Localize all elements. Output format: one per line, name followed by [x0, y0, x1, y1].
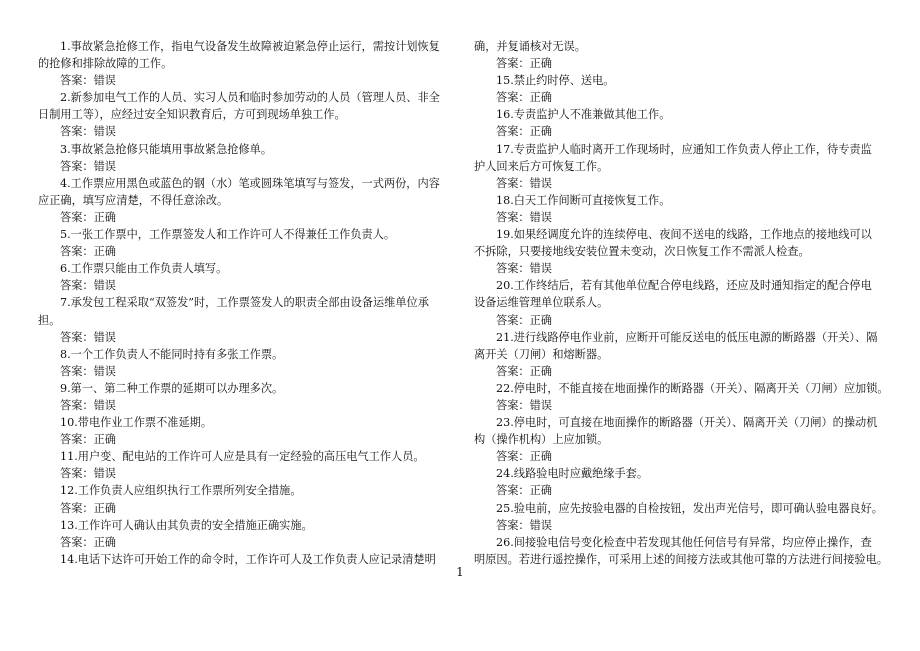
question-line: 10.带电作业工作票不准延期。 [60, 416, 213, 430]
left-column [38, 38, 460, 568]
question-line: 4.工作票应用黑色或蓝色的钢（水）笔或圆珠笔填写与签发，一式两份，内容 [60, 176, 440, 190]
question-continuation-line: 应正确，填写应清楚，不得任意涂改。 [38, 193, 229, 207]
question-line: 6.工作票只能由工作负责人填写。 [60, 262, 228, 276]
question-line: 1.事故紧急抢修工作，指电气设备发生故障被迫紧急停止运行，需按计划恢复 [60, 40, 440, 53]
question-continuation-line: 设备运维管理单位联系人。 [474, 296, 609, 310]
question-line: 23.停电时，可直接在地面操作的断路器（开关）、隔离开关（刀闸）的操动机 [496, 416, 878, 430]
question-line: 20.工作终结后，若有其他单位配合停电线路，还应及时通知指定的配合停电 [496, 279, 872, 293]
answer-line: 答案：错误 [60, 159, 116, 173]
question-continuation-line: 的抢修和排除故障的工作。 [38, 57, 173, 71]
question-continuation-line: 日制用工等），应经过安全知识教育后，方可到现场单独工作。 [38, 108, 346, 122]
question-continuation-line: 确，并复诵核对无误。 [474, 40, 586, 53]
answer-line: 答案：错误 [60, 279, 116, 293]
page-number: 1 [456, 565, 464, 579]
question-line: 17.专责监护人临时离开工作现场时，应通知工作负责人停止工作，待专责监 [496, 142, 872, 156]
question-line: 12.工作负责人应组织执行工作票所列安全措施。 [60, 484, 302, 498]
answer-line: 答案：错误 [496, 210, 552, 224]
answer-line: 答案：正确 [60, 245, 116, 259]
question-line: 18.白天工作间断可直接恢复工作。 [496, 193, 671, 207]
answer-line: 答案：错误 [60, 364, 116, 378]
answer-line: 答案：正确 [60, 535, 116, 549]
right-column [474, 38, 888, 568]
answer-line: 答案：正确 [496, 57, 552, 71]
question-line: 24.线路验电时应戴绝缘手套。 [496, 467, 649, 481]
question-line: 26.间接验电信号变化检查中若发现其他任何信号有异常，均应停止操作，查 [496, 535, 872, 549]
question-line: 8.一个工作负责人不能同时持有多张工作票。 [60, 347, 284, 361]
question-line: 22.停电时，不能直接在地面操作的断路器（开关）、隔离开关（刀闸）应加锁。 [496, 381, 889, 395]
question-line: 19.如果经调度允许的连续停电、夜间不送电的线路，工作地点的接地线可以 [496, 228, 872, 242]
answer-line: 答案：正确 [496, 91, 552, 105]
question-line: 21.进行线路停电作业前，应断开可能反送电的低压电源的断路器（开关）、隔 [496, 330, 878, 344]
answer-line: 答案：错误 [60, 125, 116, 139]
answer-line: 答案：正确 [60, 433, 116, 447]
question-line: 7.承发包工程采取“双签发”时，工作票签发人的职责全部由设备运维单位承 [60, 296, 429, 310]
answer-line: 答案：正确 [60, 501, 116, 515]
question-continuation-line: 离开关（刀闸）和熔断器。 [474, 347, 609, 361]
question-line: 11.用户变、配电站的工作许可人应是具有一定经验的高压电气工作人员。 [60, 450, 425, 464]
answer-line: 答案：错误 [60, 330, 116, 344]
answer-line: 答案：正确 [496, 450, 552, 464]
question-continuation-line: 护人回来后方可恢复工作。 [474, 159, 609, 173]
answer-line: 答案：正确 [60, 210, 116, 224]
answer-line: 答案：正确 [496, 125, 552, 139]
question-line: 5.一张工作票中，工作票签发人和工作许可人不得兼任工作负责人。 [60, 228, 396, 242]
answer-line: 答案：正确 [496, 484, 552, 498]
answer-line: 答案：错误 [60, 467, 116, 481]
question-continuation-line: 明原因。若进行遥控操作，可采用上述的间接方法或其他可靠的方法进行间接验电。 [474, 552, 888, 566]
answer-line: 答案：错误 [496, 518, 552, 532]
question-line: 14.电话下达许可开始工作的命令时，工作许可人及工作负责人应记录清楚明 [60, 552, 436, 566]
question-line: 3.事故紧急抢修只能填用事故紧急抢修单。 [60, 142, 273, 156]
question-continuation-line: 担。 [38, 313, 61, 327]
question-continuation-line: 构（操作机构）上应加锁。 [474, 433, 609, 447]
question-line: 9.第一、第二种工作票的延期可以办理多次。 [60, 381, 284, 395]
answer-line: 答案：错误 [496, 262, 552, 276]
question-line: 13.工作许可人确认由其负责的安全措施正确实施。 [60, 518, 313, 532]
question-line: 25.验电前，应先按验电器的自检按钮，发出声光信号，即可确认验电器良好。 [496, 501, 883, 515]
answer-line: 答案：正确 [496, 313, 552, 327]
answer-line: 答案：错误 [496, 398, 552, 412]
question-line: 15.禁止约时停、送电。 [496, 74, 615, 88]
answer-line: 答案：正确 [496, 364, 552, 378]
question-line: 2.新参加电气工作的人员、实习人员和临时参加劳动的人员（管理人员、非全 [60, 91, 440, 105]
answer-line: 答案：错误 [60, 398, 116, 412]
answer-line: 答案：错误 [60, 74, 116, 88]
answer-line: 答案：错误 [496, 176, 552, 190]
question-continuation-line: 不拆除，只要接地线安装位置未变动，次日恢复工作不需派人检查。 [474, 245, 810, 259]
question-line: 16.专责监护人不准兼做其他工作。 [496, 108, 671, 122]
